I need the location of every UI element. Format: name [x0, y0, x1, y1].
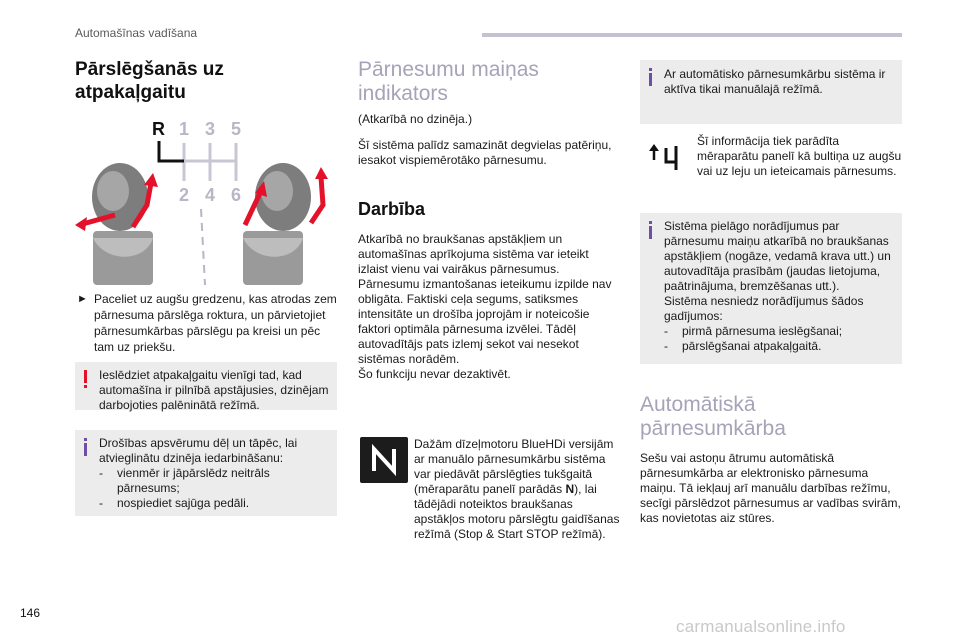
operation-body — [358, 232, 620, 382]
operation-body-text: Atkarībā no braukšanas apstākļiem un automašīnas aprīkojuma sistēma var ieteikt izlaist vienu vai vairākus pārnesumus. Pārnesumu izmantošanas ieteikumu izpilde nav obligāta. Faktiski ceļa segums, satiksmes intensitāte un drošība joprojām ir noteicošie faktori optimāla pārnesuma izvēlei. Tādēļ autovadītājs pats izlemj sekot vai nesekot sistēmas norādēm. — [358, 232, 612, 366]
header-rule — [482, 33, 902, 37]
gear-shift-diagram — [75, 113, 337, 285]
gear-label-3: 3 — [205, 119, 216, 139]
list-item: - nospiediet sajūga pedāli. — [99, 496, 250, 510]
gear-label-5: 5 — [231, 119, 242, 139]
automatic-info-box — [640, 60, 902, 124]
reverse-instruction — [75, 291, 337, 355]
warning-box — [75, 362, 337, 410]
reverse-instruction-text: Paceliet uz augšu gredzenu, kas atrodas zem pārnesuma pārslēga roktura, un pārvietojiet pārnesumkārbas pārslēgu pa kreisi un pēc tam uz priekšu. — [94, 292, 337, 354]
safety-info-list — [99, 466, 331, 511]
list-item: - vienmēr ir jāpārslēdz neitrāls pārnesums; — [99, 466, 270, 495]
gear-knob-after — [243, 163, 328, 285]
info-icon — [649, 221, 652, 239]
operation-title: Darbība — [358, 199, 426, 219]
page-number: 146 — [20, 606, 41, 620]
neutral-indicator-icon — [360, 437, 408, 483]
reverse-gear-title: Pārslēgšanās uz atpakaļgaitu — [75, 59, 224, 103]
warning-text: Ieslēdziet atpakaļgaitu vienīgi tad, kad automašīna ir pilnībā apstājusies, dzinējam darbojoties palēninātā režīmā. — [99, 368, 329, 412]
list-item: - pārslēgšanai atpakaļgaitā. — [664, 339, 822, 353]
gear-label-4: 4 — [205, 185, 216, 205]
system-info-text: Sistēma pielāgo norādījumus par pārnesumu maiņu atkarībā no braukšanas apstākļiem (nogāze, vedamā krava utt.) un autovadītāja prasībām (jaudas lietojuma, paātrinājuma, bremzēšanas utt.). — [664, 219, 891, 293]
info-icon — [84, 438, 87, 456]
automatic-gearbox-body: Sešu vai astoņu ātrumu automātiskā pārnesumkārba ar elektronisko pārnesuma maiņu. Tā iekļauj arī manuālu darbības režīmu, secīgi pārslēdzot pārnesumus ar vadības svirām, kas novietotas aiz stūres. — [640, 451, 901, 525]
neutral-symbol-text: N — [565, 482, 575, 496]
system-info-list — [664, 324, 898, 354]
list-item: - pirmā pārnesuma ieslēgšanai; — [664, 324, 843, 338]
gear-arrow-icon — [646, 140, 686, 176]
engine-note: (Atkarībā no dzinēja.) — [358, 112, 473, 126]
info-icon — [649, 68, 652, 86]
safety-info-box — [75, 430, 337, 516]
automatic-info-text: Ar automātisko pārnesumkārbu sistēma ir aktīva tikai manuālajā režīmā. — [664, 67, 886, 96]
gear-knob-before — [75, 163, 158, 285]
warning-icon — [84, 370, 87, 390]
bullet-arrow-icon: ► — [77, 293, 88, 305]
diesel-text: Dažām dīzeļmotoru BlueHDi versijām ar manuālo pārnesumkārbu sistēma var piedāvāt pārslēgties tukšgaitā (mēraparātu panelī parādās N), lai tādējādi noteiktos braukšanas apstākļos motoru pārslēgtu gaidīšanas režīmā (Stop & Start STOP režīmā). — [414, 437, 620, 541]
gear-shift-illustration — [75, 113, 337, 285]
operation-body-note: Šo funkciju nevar dezaktivēt. — [358, 367, 511, 381]
gear-indicator-title: Pārnesumu maiņas indikators — [358, 58, 539, 105]
automatic-gearbox-title: Automātiskā pārnesumkārba — [640, 393, 786, 440]
section-header: Automašīnas vadīšana — [75, 26, 198, 40]
display-description: Šī informācija tiek parādīta mēraparātu panelī kā bultiņa uz augšu vai uz leju un ieteicamais pārnesums. — [697, 134, 902, 178]
indicator-intro: Šī sistēma palīdz samazināt degvielas patēriņu, iesakot vispiemērotāko pārnesumu. — [358, 138, 612, 167]
gear-label-6: 6 — [231, 185, 242, 205]
system-info-box — [640, 213, 902, 364]
safety-info-intro: Drošības apsvērumu dēļ un tāpēc, lai atvieglinātu dzinēja iedarbināšanu: — [99, 436, 298, 465]
gear-label-reverse: R — [152, 119, 165, 139]
system-info-text2: Sistēma nesniedz norādījumus šādos gadījumos: — [664, 294, 864, 323]
gear-label-1: 1 — [179, 119, 190, 139]
gear-label-2: 2 — [179, 185, 190, 205]
watermark: carmanualsonline.info — [676, 617, 846, 636]
